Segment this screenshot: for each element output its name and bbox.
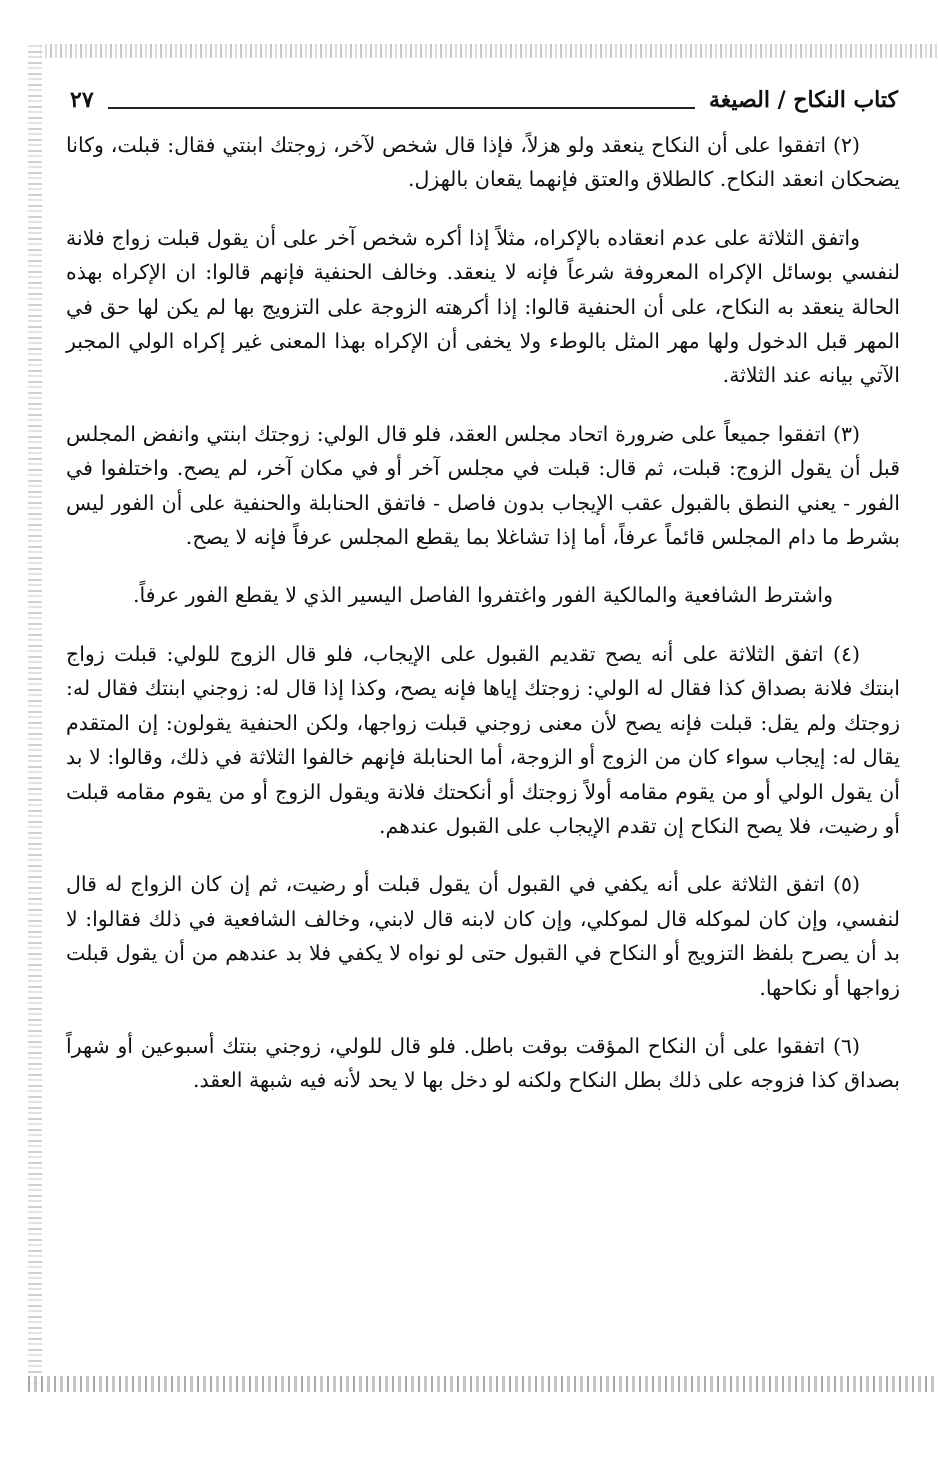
paragraph-5-acceptance-wording: (٥) اتفق الثلاثة على أنه يكفي في القبول أن يقول قبلت أو رضيت، ثم إن كان الزواج له قال لنفسي، وإن كان لموكله قال لموكلي، وإن كان لابنه قال لابني، وخالف الشافعية في ذلك فقالوا: لا بد أن يصرح بلفظ التزويج أو النكاح في القبول حتى لو نواه لا يكفي فلا بد عندهم من أن يقول قبلت زواجها أو نكاحها.	[66, 872, 900, 1000]
paragraph-coercion: واتفق الثلاثة على عدم انعقاده بالإكراه، مثلاً إذا أكره شخص آخر على أن يقول قبلت زواج فلانة لنفسي بوسائل الإكراه المعروفة شرعاً فإنه لا ينعقد. وخالف الحنفية فإنهم قالوا: ان الإكراه بهذه الحالة ينعقد به النكاح، على أن الحنفية قالوا: إذا أكرهته الزوجة على التزويج بها لم يكن لها حق في المهر قبل الدخول ولها مهر المثل بالوطء ولا يخفى أن الإكراه بهذا المعنى غير إكراه الولي المجبر الآتي بيانه عند الثلاثة.	[66, 225, 900, 388]
decorative-border-left	[28, 44, 42, 1384]
paragraph-3-session: (٣) اتفقوا جميعاً على ضرورة اتحاد مجلس العقد، فلو قال الولي: زوجتك ابنتي وانفض المجلس قبل أن يقول الزوج: قبلت، ثم قال: قبلت في مجلس آخر أو في مكان آخر، لم يصح. واختلفوا في الفور - يعني النطق بالقبول عقب الإيجاب بدون فاصل - فاتفق الحنابلة والحنفية على أن الفور ليس بشرط ما دام المجلس قائماً عرفاً، أما إذا تشاغلا بما يقطع المجلس عرفاً فإنه لا يصح.	[66, 421, 900, 550]
decorative-border-top	[40, 44, 938, 58]
page-body	[66, 128, 900, 1122]
paragraph-4-acceptance-first: (٤) اتفق الثلاثة على أنه يصح تقديم القبول على الإيجاب، فلو قال الزوج للولي: قبلت زواج ابنتك فلانة بصداق كذا فقال له الولي: زوجتك إياها فإنه يصح، وكذا إذا قال له: زوجني ابنتك فقال له: زوجتك ولم يقل: قبلت فإنه يصح لأن معنى زوجني قبلت زواجها، ولكن الحنفية يقولون: إن المتقدم يقال له: إيجاب سواء كان من الزوج أو الزوجة، أما الحنابلة فإنهم خالفوا الثلاثة في ذلك، وقالوا: لا بد أن يقول الولي أو من يقوم مقامه أولاً زوجتك أو أنكحتك فلانة ويقول الزوج أو من يقوم مقامه قبلت أو رضيت، فلا يصح النكاح إن تقدم الإيجاب على القبول عندهم.	[66, 641, 900, 838]
paragraph-6-temporary-marriage: (٦) اتفقوا على أن النكاح المؤقت بوقت باطل. فلو قال للولي، زوجني بنتك أسبوعين أو شهراً بصداق كذا فزوجه على ذلك بطل النكاح ولكنه لو دخل بها لا يحد لأنه فيه شبهة العقد.	[66, 1033, 900, 1093]
page-header	[70, 80, 898, 120]
paragraph-2-jest: (٢) اتفقوا على أن النكاح ينعقد ولو هزلاً، فإذا قال شخص لآخر، زوجتك ابنتي فقال: قبلت، وكانا يضحكان انعقد النكاح. كالطلاق والعتق فإنهما يقعان بالهزل.	[66, 133, 900, 192]
running-title: كتاب النكاح / الصيغة	[709, 87, 898, 113]
decorative-border-bottom	[28, 1376, 938, 1392]
paragraph-immediacy: واشترط الشافعية والمالكية الفور واغتفروا الفاصل اليسير الذي لا يقطع الفور عرفاً.	[132, 583, 834, 608]
header-rule	[108, 107, 695, 109]
page-number: ٢٧	[70, 87, 94, 113]
